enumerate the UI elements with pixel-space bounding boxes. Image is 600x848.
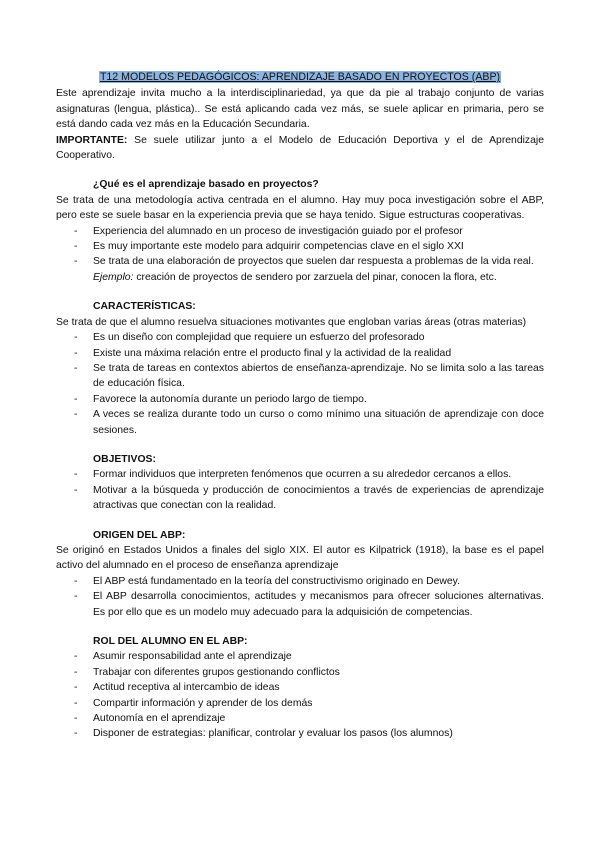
- document-page: [56, 70, 544, 742]
- list-item: - Se trata de tareas en contextos abiertos de enseñanza-aprendizaje. No se limita solo a las tareas de educación física.: [56, 361, 544, 392]
- list-item: - El ABP está fundamentado en la teoría del constructivismo originado en Dewey.: [56, 574, 544, 589]
- intro-paragraph: Este aprendizaje invita mucho a la interdisciplinariedad, ya que da pie al trabajo conjunto de varias asignaturas (lengua, plástica).. Se está aplicando cada vez más, se suele aplicar en primaria, pero se está dando cada vez más en la Educación Secundaria.: [56, 88, 544, 131]
- list-item: - Es un diseño con complejidad que requiere un esfuerzo del profesorado: [56, 330, 544, 345]
- document-title: T12 MODELOS PEDAGÓGICOS: APRENDIZAJE BASADO EN PROYECTOS (ABP): [99, 71, 501, 83]
- list-item: - Existe una máxima relación entre el producto final y la actividad de la realidad: [56, 346, 544, 361]
- list-origen: [56, 574, 544, 620]
- list-item: - Formar individuos que interpreten fenómenos que ocurren a su alrededor cercanos a ellos.: [56, 467, 544, 482]
- list-item: - Favorece la autonomía durante un periodo largo de tiempo.: [56, 392, 544, 407]
- list-item: - Se trata de una elaboración de proyectos que suelen dar respuesta a problemas de la vida real.: [56, 254, 544, 269]
- document-title-line: [56, 70, 544, 85]
- list-item: - Asumir responsabilidad ante el aprendizaje: [56, 649, 544, 664]
- list-item: - El ABP desarrolla conocimientos, actitudes y mecanismos para ofrecer soluciones alternativas. Es por ello que es un modelo muy adecuado para la adquisición de competencias.: [56, 589, 544, 620]
- list-item: - Actitud receptiva al intercambio de ideas: [56, 680, 544, 695]
- section-heading-origen: ORIGEN DEL ABP:: [93, 529, 186, 541]
- section-text-caracteristicas: Se trata de que el alumno resuelva situaciones motivantes que engloban varias áreas (otras materias): [56, 316, 527, 328]
- list-item: - Experiencia del alumnado en un proceso de investigación guiado por el profesor: [56, 224, 544, 239]
- list-que-es: [56, 224, 544, 270]
- section-heading-objetivos: OBJETIVOS:: [93, 453, 156, 465]
- important-text: Se suele utilizar junto a el Modelo de Educación Deportiva y el de Aprendizaje Cooperativo.: [56, 134, 544, 162]
- important-label: IMPORTANTE:: [56, 134, 128, 146]
- list-item: - Motivar a la búsqueda y producción de conocimientos a través de experiencias de aprendizaje atractivas que conectan con la realidad.: [56, 483, 544, 514]
- important-paragraph: [56, 133, 544, 164]
- section-heading-rol: ROL DEL ALUMNO EN EL ABP:: [93, 636, 248, 647]
- list-objetivos: [56, 467, 544, 513]
- list-item: - Disponer de estrategias: planificar, controlar y evaluar los pasos (los alumnos): [56, 726, 544, 741]
- list-item: - Compartir información y aprender de los demás: [56, 696, 544, 711]
- list-item: - Autonomía en el aprendizaje: [56, 711, 544, 726]
- example-text: creación de proyectos de sendero por zarzuela del pinar, conocen la flora, etc.: [133, 271, 497, 283]
- list-caracteristicas: [56, 330, 544, 438]
- section-text-origen: Se originó en Estados Unidos a finales del siglo XIX. El autor es Kilpatrick (1918), la base es el papel activo del alumnado en el proceso de enseñanza aprendizaje: [56, 544, 544, 572]
- example-line: [56, 270, 544, 285]
- list-item: - A veces se realiza durante todo un curso o como mínimo una situación de aprendizaje con doce sesiones.: [56, 407, 544, 438]
- section-text-que-es: Se trata de una metodología activa centrada en el alumno. Hay muy poca investigación sobre el ABP, pero este se suele basar en la experiencia previa que se haya tenido. Sigue estructuras cooperativas.: [56, 194, 544, 222]
- section-heading-caracteristicas: CARACTERÍSTICAS:: [93, 301, 196, 313]
- section-heading-que-es: ¿Qué es el aprendizaje basado en proyectos?: [93, 179, 319, 191]
- list-item: - Trabajar con diferentes grupos gestionando conflictos: [56, 665, 544, 680]
- example-label: Ejemplo:: [93, 271, 134, 283]
- list-item: - Es muy importante este modelo para adquirir competencias clave en el siglo XXI: [56, 239, 544, 254]
- list-rol: [56, 649, 544, 741]
